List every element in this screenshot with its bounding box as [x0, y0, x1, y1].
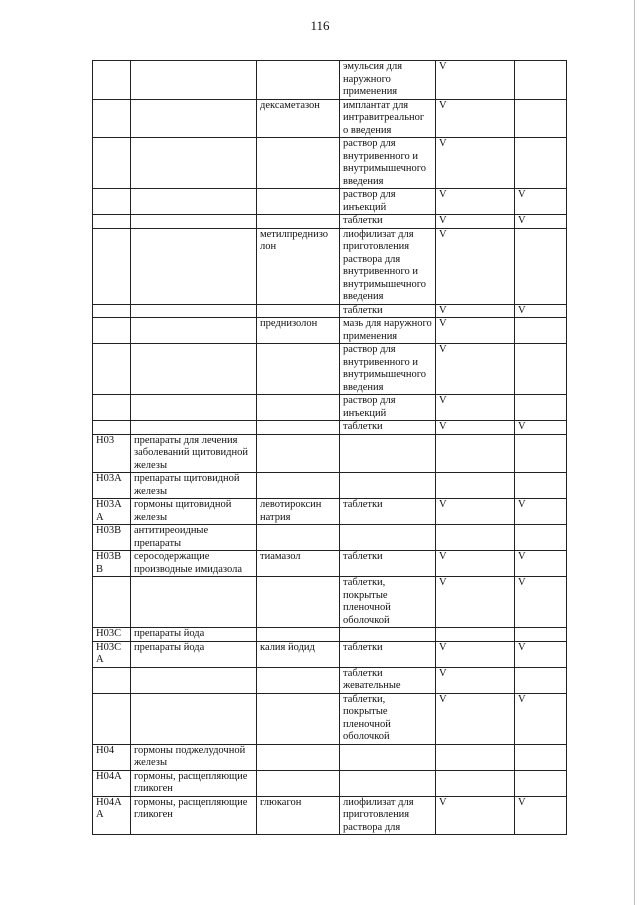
mark-column-1-cell: V: [436, 577, 515, 628]
mark-column-1-cell: [436, 434, 515, 473]
drug-name-cell: [257, 473, 340, 499]
dosage-form-cell: таблетки: [340, 499, 436, 525]
mark-column-2-cell: [515, 770, 567, 796]
dosage-form-cell: [340, 744, 436, 770]
table-row: [93, 215, 567, 229]
mark-column-2-cell: [515, 228, 567, 304]
group-name-cell: [131, 421, 257, 435]
mark-column-2-cell: [515, 667, 567, 693]
atc-code-cell: H03A: [93, 473, 131, 499]
drug-name-cell: [257, 693, 340, 744]
table-row: [93, 770, 567, 796]
mark-column-1-cell: [436, 744, 515, 770]
atc-code-cell: [93, 189, 131, 215]
mark-column-1-cell: V: [436, 551, 515, 577]
mark-column-1-cell: V: [436, 421, 515, 435]
dosage-form-cell: [340, 473, 436, 499]
atc-code-cell: H04: [93, 744, 131, 770]
group-name-cell: гормоны поджелудочной железы: [131, 744, 257, 770]
mark-column-2-cell: V: [515, 215, 567, 229]
atc-code-cell: H03C A: [93, 641, 131, 667]
mark-column-1-cell: V: [436, 395, 515, 421]
mark-column-1-cell: V: [436, 693, 515, 744]
dosage-form-cell: [340, 525, 436, 551]
dosage-form-cell: лиофилизат для приготовления раствора для внутривенного и внутримышечного введения: [340, 228, 436, 304]
drug-name-cell: [257, 304, 340, 318]
drug-name-cell: калия йодид: [257, 641, 340, 667]
drug-name-cell: [257, 215, 340, 229]
mark-column-2-cell: V: [515, 693, 567, 744]
atc-code-cell: [93, 318, 131, 344]
atc-code-cell: [93, 577, 131, 628]
drug-name-cell: [257, 344, 340, 395]
atc-code-cell: [93, 228, 131, 304]
group-name-cell: препараты йода: [131, 628, 257, 642]
drug-name-cell: тиамазол: [257, 551, 340, 577]
mark-column-2-cell: V: [515, 577, 567, 628]
dosage-form-cell: таблетки: [340, 551, 436, 577]
atc-code-cell: H03C: [93, 628, 131, 642]
atc-code-cell: H04A A: [93, 796, 131, 835]
mark-column-1-cell: V: [436, 344, 515, 395]
group-name-cell: [131, 215, 257, 229]
atc-code-cell: H03A A: [93, 499, 131, 525]
table-row: [93, 693, 567, 744]
dosage-form-cell: раствор для инъекций: [340, 189, 436, 215]
dosage-form-cell: таблетки: [340, 641, 436, 667]
group-name-cell: [131, 344, 257, 395]
table-row: [93, 744, 567, 770]
group-name-cell: [131, 189, 257, 215]
mark-column-2-cell: [515, 744, 567, 770]
atc-code-cell: H03: [93, 434, 131, 473]
group-name-cell: препараты щитовидной железы: [131, 473, 257, 499]
group-name-cell: [131, 228, 257, 304]
group-name-cell: [131, 99, 257, 138]
mark-column-2-cell: V: [515, 499, 567, 525]
dosage-form-cell: [340, 770, 436, 796]
table-row: [93, 61, 567, 100]
drug-name-cell: [257, 434, 340, 473]
drug-name-cell: [257, 770, 340, 796]
drug-name-cell: [257, 138, 340, 189]
mark-column-2-cell: V: [515, 189, 567, 215]
mark-column-1-cell: V: [436, 796, 515, 835]
drug-name-cell: [257, 395, 340, 421]
table-row: [93, 525, 567, 551]
page-number: 116: [310, 18, 330, 33]
drug-name-cell: [257, 525, 340, 551]
dosage-form-cell: имплантат для интравитреальног о введения: [340, 99, 436, 138]
drug-table: [92, 60, 567, 835]
table-row: [93, 99, 567, 138]
drug-name-cell: метилпреднизо лон: [257, 228, 340, 304]
group-name-cell: [131, 395, 257, 421]
table-row: [93, 138, 567, 189]
dosage-form-cell: таблетки: [340, 304, 436, 318]
dosage-form-cell: [340, 628, 436, 642]
mark-column-2-cell: V: [515, 641, 567, 667]
table-row: [93, 421, 567, 435]
scan-edge-line: [634, 0, 635, 905]
atc-code-cell: H03B B: [93, 551, 131, 577]
drug-name-cell: [257, 744, 340, 770]
dosage-form-cell: [340, 434, 436, 473]
group-name-cell: [131, 667, 257, 693]
mark-column-2-cell: [515, 434, 567, 473]
mark-column-2-cell: V: [515, 551, 567, 577]
mark-column-1-cell: V: [436, 99, 515, 138]
table-row: [93, 344, 567, 395]
group-name-cell: гормоны, расщепляющие гликоген: [131, 770, 257, 796]
atc-code-cell: [93, 304, 131, 318]
dosage-form-cell: таблетки: [340, 215, 436, 229]
atc-code-cell: [93, 395, 131, 421]
drug-name-cell: [257, 421, 340, 435]
mark-column-1-cell: [436, 628, 515, 642]
table-row: [93, 641, 567, 667]
table-row: [93, 667, 567, 693]
drug-name-cell: [257, 61, 340, 100]
group-name-cell: [131, 61, 257, 100]
mark-column-2-cell: V: [515, 304, 567, 318]
dosage-form-cell: раствор для инъекций: [340, 395, 436, 421]
group-name-cell: гормоны, расщепляющие гликоген: [131, 796, 257, 835]
dosage-form-cell: мазь для наружного применения: [340, 318, 436, 344]
mark-column-2-cell: [515, 344, 567, 395]
atc-code-cell: [93, 215, 131, 229]
atc-code-cell: [93, 138, 131, 189]
group-name-cell: [131, 138, 257, 189]
drug-name-cell: [257, 577, 340, 628]
table-row: [93, 434, 567, 473]
mark-column-2-cell: [515, 138, 567, 189]
atc-code-cell: [93, 667, 131, 693]
atc-code-cell: [93, 61, 131, 100]
group-name-cell: серосодержащие производные имидазола: [131, 551, 257, 577]
mark-column-1-cell: V: [436, 61, 515, 100]
dosage-form-cell: таблетки: [340, 421, 436, 435]
mark-column-2-cell: V: [515, 796, 567, 835]
dosage-form-cell: таблетки, покрытые пленочной оболочкой: [340, 577, 436, 628]
table-row: [93, 395, 567, 421]
mark-column-2-cell: [515, 61, 567, 100]
group-name-cell: препараты йода: [131, 641, 257, 667]
table-row: [93, 189, 567, 215]
mark-column-1-cell: V: [436, 189, 515, 215]
drug-name-cell: дексаметазон: [257, 99, 340, 138]
mark-column-2-cell: [515, 525, 567, 551]
drug-name-cell: [257, 667, 340, 693]
mark-column-1-cell: [436, 473, 515, 499]
mark-column-2-cell: [515, 99, 567, 138]
drug-name-cell: [257, 189, 340, 215]
dosage-form-cell: эмульсия для наружного применения: [340, 61, 436, 100]
mark-column-1-cell: V: [436, 138, 515, 189]
group-name-cell: [131, 577, 257, 628]
table-row: [93, 304, 567, 318]
drug-name-cell: [257, 628, 340, 642]
drug-name-cell: глюкагон: [257, 796, 340, 835]
mark-column-1-cell: V: [436, 641, 515, 667]
group-name-cell: препараты для лечения заболеваний щитовидной железы: [131, 434, 257, 473]
dosage-form-cell: лиофилизат для приготовления раствора для: [340, 796, 436, 835]
group-name-cell: [131, 693, 257, 744]
group-name-cell: [131, 304, 257, 318]
mark-column-2-cell: [515, 395, 567, 421]
dosage-form-cell: раствор для внутривенного и внутримышечного введения: [340, 138, 436, 189]
mark-column-1-cell: V: [436, 228, 515, 304]
mark-column-1-cell: V: [436, 215, 515, 229]
group-name-cell: [131, 318, 257, 344]
drug-table-body: [93, 61, 567, 835]
mark-column-1-cell: [436, 525, 515, 551]
mark-column-1-cell: V: [436, 318, 515, 344]
atc-code-cell: [93, 693, 131, 744]
mark-column-1-cell: V: [436, 499, 515, 525]
table-row: [93, 577, 567, 628]
table-row: [93, 318, 567, 344]
atc-code-cell: [93, 99, 131, 138]
table-row: [93, 551, 567, 577]
table-row: [93, 796, 567, 835]
mark-column-2-cell: V: [515, 421, 567, 435]
atc-code-cell: H04A: [93, 770, 131, 796]
mark-column-2-cell: [515, 318, 567, 344]
group-name-cell: гормоны щитовидной железы: [131, 499, 257, 525]
atc-code-cell: H03B: [93, 525, 131, 551]
mark-column-1-cell: V: [436, 667, 515, 693]
mark-column-2-cell: [515, 628, 567, 642]
mark-column-1-cell: [436, 770, 515, 796]
dosage-form-cell: раствор для внутривенного и внутримышечного введения: [340, 344, 436, 395]
table-row: [93, 228, 567, 304]
atc-code-cell: [93, 344, 131, 395]
table-row: [93, 499, 567, 525]
table-row: [93, 628, 567, 642]
dosage-form-cell: таблетки, покрытые пленочной оболочкой: [340, 693, 436, 744]
dosage-form-cell: таблетки жевательные: [340, 667, 436, 693]
group-name-cell: антитиреоидные препараты: [131, 525, 257, 551]
atc-code-cell: [93, 421, 131, 435]
table-row: [93, 473, 567, 499]
mark-column-1-cell: V: [436, 304, 515, 318]
drug-name-cell: преднизолон: [257, 318, 340, 344]
drug-name-cell: левотироксин натрия: [257, 499, 340, 525]
mark-column-2-cell: [515, 473, 567, 499]
